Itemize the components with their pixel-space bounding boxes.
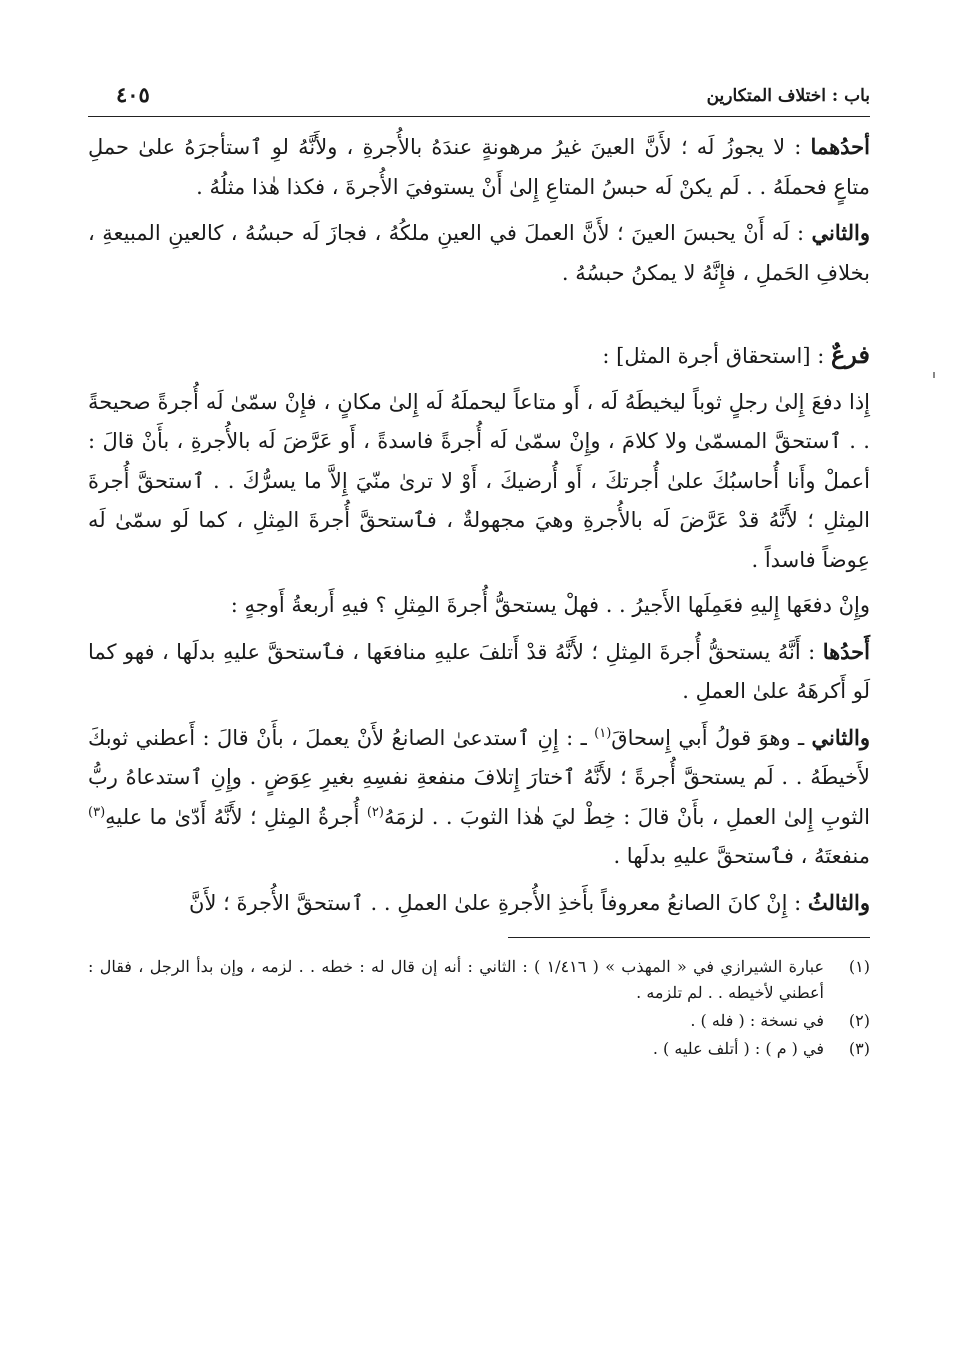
footnote-text: في ( م ) : ( أتلف عليه ) . (652, 1039, 824, 1058)
paragraph-text: وإِنْ دفعَها إِليهِ فعَمِلَها الأَجيرُ . . فهلْ يستحقُّ أُجرةَ المِثلِ ؟ فيهِ أَربعةُ أَوجهٍ : (230, 593, 870, 617)
paragraph-text: : إِنْ كانَ الصانعُ معروفاً بأَخذِ الأُجرةِ علىٰ العملِ . . ٱستحقَّ الأُجرةَ ؛ لأَنَّ (189, 890, 808, 915)
paragraph-text: : لا يجوزُ لَه ؛ لأَنَّ العينَ غيرُ مرهونةٍ عندَهُ بالأُجرةِ ، ولأَنَّهُ لوِ ٱستأجرَهُ علىٰ حملِ متاعٍ فحملَهُ . . لَم يكنْ لَه حبسُ المتاعِ إِلىٰ أَنْ يستوفيَ الأُجرةَ ، فكذا هٰذا مثلُهُ . (88, 135, 870, 199)
paragraph-lead: والثاني (811, 220, 870, 245)
paragraph-text: : لَه أَنْ يحبسَ العينَ ؛ لأَنَّ العملَ في العينِ ملكُهُ ، فجازَ لَه حبسُهُ ، كالعينِ المبيعةِ ، بخلافِ الحَملِ ، فإِنَّهُ لا يمكنُ حبسُهُ . (88, 221, 870, 285)
paragraph (88, 127, 870, 207)
footnote-item (88, 1036, 870, 1062)
paragraph-text: ـ : إِنِ ٱستدعىٰ الصانعُ لأَنْ يعملَ ، بأَنْ قالَ : أَعطني ثوبكَ لأَخيطَهُ . . لَم يستحقَّ أُجرةً ؛ لأَنَّهُ ٱختارَ إِتلافَ منفعةِ نفسِهِ بغيرِ عِوَضٍ . وإِنِ ٱستدعاهُ ربُّ الثوبِ إِلىٰ العملِ ، بأَنْ قالَ : خِطْ ليَ هٰذا الثوبَ . . لزمَهُ (88, 725, 870, 829)
footnote-ref[interactable]: (١) (594, 725, 612, 741)
paragraph-text: منفعتَهُ ، فٱستحقَّ عليهِ بدلَها . (613, 844, 870, 868)
paragraph-lead: والثاني (811, 724, 870, 750)
page-number: ٤٠٥ (116, 82, 150, 107)
footnote-ref[interactable]: (٣) (88, 804, 106, 820)
branch-lead: فرعٌ (830, 340, 870, 369)
scan-edge-mark (933, 372, 935, 378)
footnote-item (88, 954, 870, 1006)
footnotes (88, 954, 870, 1062)
footnote-item (88, 1008, 870, 1034)
paragraph (88, 718, 870, 877)
main-text (88, 127, 870, 923)
branch-title: : [استحقاق أجرة المثل] : (602, 344, 831, 368)
paragraph (88, 383, 870, 581)
paragraph (88, 632, 870, 712)
paragraph-text: إِذا دفعَ إِلىٰ رجلٍ ثوباً ليخيطَهُ لَه ، أَو متاعاً ليحملَهُ لَه إِلىٰ مكانٍ ، فإِنْ سمّىٰ لَه أُجرةً صحيحةً . . ٱستحقَّ المسمّىٰ ولا كلامَ ، وإِنْ سمّىٰ لَه أُجرةً فاسدةً ، أَو عَرَّضَ لَه بالأُجرةِ ، بأَنْ قالَ : أعملْ وأَنا أُحاسبُكَ علىٰ أُجرتكَ ، أَو أُرضيكَ ، أَوْ لا ترىٰ منّيَ إِلاَّ ما يسرُّكَ . . ٱستحقَّ أُجرةَ المِثلِ ؛ لأَنَّهُ قدْ عَرَّضَ لَه بالأُجرةِ وهيَ مجهولةٌ ، فٱستحقَّ أُجرةَ المِثلِ ، كما لَو سمّىٰ لَه عِوضاً فاسداً . (88, 389, 870, 572)
footnote-divider (508, 937, 870, 938)
footnote-number: (٣) (848, 1039, 870, 1058)
footnote-number: (٢) (848, 1011, 870, 1030)
paragraph-lead: والثالثُ (807, 889, 870, 915)
paragraph-text: أُجرةُ المِثلِ ؛ لأَنَّهُ أَدّىٰ ما عليهِ (105, 804, 367, 829)
footnote-ref[interactable]: (٢) (366, 804, 384, 820)
page-header (88, 80, 870, 117)
paragraph (88, 586, 870, 626)
paragraph-text: ـ وهوَ قولُ أَبي إِسحاقَ (611, 725, 812, 750)
footnote-number: (١) (848, 957, 870, 976)
paragraph-text: : أَنَّهُ يستحقُّ أُجرةَ المِثلِ ؛ لأَنَّهُ قدْ أَتلفَ عليهِ منافعَها ، فٱستحقَّ عليهِ بدلَها ، فهو كما لَو أَكرهَهُ علىٰ العملِ . (88, 639, 870, 703)
running-title: باب : اختلاف المتكارين (706, 86, 870, 106)
paragraph (88, 883, 870, 924)
footnote-text: في نسخة : ( فله ) . (690, 1011, 824, 1030)
paragraph-lead: أحدُهما (810, 134, 870, 159)
paragraph-lead: أَحدُها (822, 638, 870, 664)
book-page (88, 80, 870, 1320)
branch-heading (88, 335, 870, 377)
paragraph (88, 213, 870, 293)
footnote-text: عبارة الشيرازي في « المهذب » ( ١/٤١٦ ) : الثاني : أنه إن قال له : خطه . . لزمه ، وإن بدأ الرجل ، فقال : أعطني لأخيطه . . لم تلزمه . (88, 957, 825, 1002)
